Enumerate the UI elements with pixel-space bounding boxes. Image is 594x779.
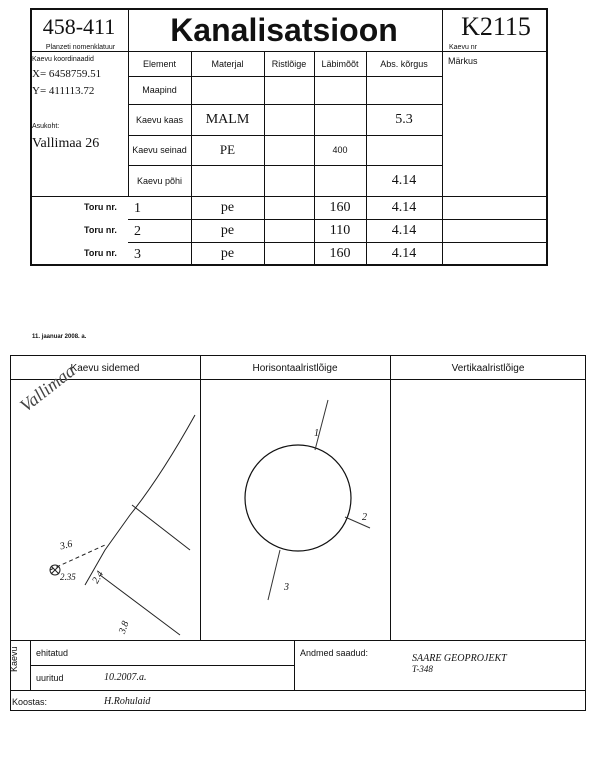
sheet-number: 458-411 — [42, 14, 116, 39]
built-label: ehitatud — [36, 648, 69, 658]
pipe-1-diameter: 160 — [329, 199, 351, 215]
pipe-label-1: 1 — [314, 428, 319, 439]
well-id: K2115 — [461, 12, 531, 41]
street-name: Vallimaa — [16, 360, 79, 416]
pipe-1-material: pe — [220, 199, 235, 215]
horizontal-sketch — [200, 380, 390, 640]
row-walls-diameter: 400 — [332, 145, 348, 155]
col-cross-section: Ristlõige — [271, 58, 307, 69]
col-diameter: Läbimõõt — [321, 58, 359, 69]
sketch-label-1: 3.6 — [58, 538, 74, 553]
surveyed-value: 10.2007.a. — [104, 672, 147, 683]
sketch-label-4: 3.8 — [116, 619, 132, 636]
row-walls: Kaevu seinad — [132, 145, 187, 155]
pipe-3-material: pe — [220, 246, 235, 261]
address: Vallimaa 26 — [32, 136, 100, 151]
row-cover: Kaevu kaas — [135, 114, 184, 125]
connections-sketch — [10, 380, 200, 640]
pipe-3-label: Toru nr. — [84, 248, 117, 258]
row-bottom-height: 4.14 — [391, 172, 417, 188]
coords-caption: Kaevu koordinaadid — [32, 56, 94, 63]
row-bottom: Kaevu põhi — [136, 175, 183, 186]
pipe-3-diameter: 160 — [329, 246, 351, 261]
pipe-3-height: 4.14 — [391, 246, 417, 261]
well-caption: Kaevu nr — [449, 44, 478, 51]
section-connections: Kaevu sidemed — [70, 362, 140, 374]
row-walls-material: PE — [219, 142, 236, 157]
col-material: Materjal — [211, 58, 244, 69]
row-cover-material: MALM — [205, 111, 250, 127]
sketch-label-2: 2.35 — [60, 572, 76, 582]
row-cover-height: 5.3 — [395, 111, 413, 127]
data-from-sub: T-348 — [412, 664, 433, 674]
coord-y: Y= 411113.72 — [32, 85, 95, 97]
col-element: Element — [142, 58, 177, 69]
pipe-2-material: pe — [220, 222, 235, 238]
compiled-value: H.Rohulaid — [104, 696, 151, 707]
section-horizontal: Horisontaalristlõige — [252, 362, 338, 374]
pipe-1-nr: 1 — [134, 201, 141, 216]
surveyed-label: uuritud — [36, 673, 64, 683]
pipe-label-3: 3 — [284, 582, 289, 593]
pipe-label-2: 2 — [362, 512, 367, 523]
coord-x: X= 6458759.51 — [32, 68, 102, 80]
sketch-label-3: 2.4 — [90, 569, 107, 586]
date-line: 11. jaanuar 2008. a. — [32, 334, 87, 340]
sheet-caption: Planzeti nomenklatuur — [45, 44, 116, 51]
col-abs-height: Abs. kõrgus — [380, 58, 428, 69]
data-from-value: SAARE GEOPROJEKT — [412, 653, 507, 664]
row-ground: Maapind — [142, 85, 177, 95]
pipe-2-diameter: 110 — [329, 222, 351, 238]
pipe-1-height: 4.14 — [391, 199, 417, 215]
col-remarks: Märkus — [448, 56, 478, 66]
pipe-2-label: Toru nr. — [84, 225, 117, 235]
section-vertical: Vertikaalristlõige — [451, 362, 525, 374]
pipe-2-height: 4.14 — [391, 222, 417, 238]
pipe-1-label: Toru nr. — [84, 202, 117, 212]
kaevu-label: Kaevu — [9, 646, 19, 672]
pipe-2-nr: 2 — [134, 224, 141, 239]
compiled-label: Koostas: — [12, 697, 48, 707]
data-from-label: Andmed saadud: — [300, 648, 369, 658]
pipe-3-nr: 3 — [134, 247, 141, 262]
address-caption: Asukoht: — [32, 123, 60, 130]
page-title: Kanalisatsioon — [170, 12, 398, 48]
